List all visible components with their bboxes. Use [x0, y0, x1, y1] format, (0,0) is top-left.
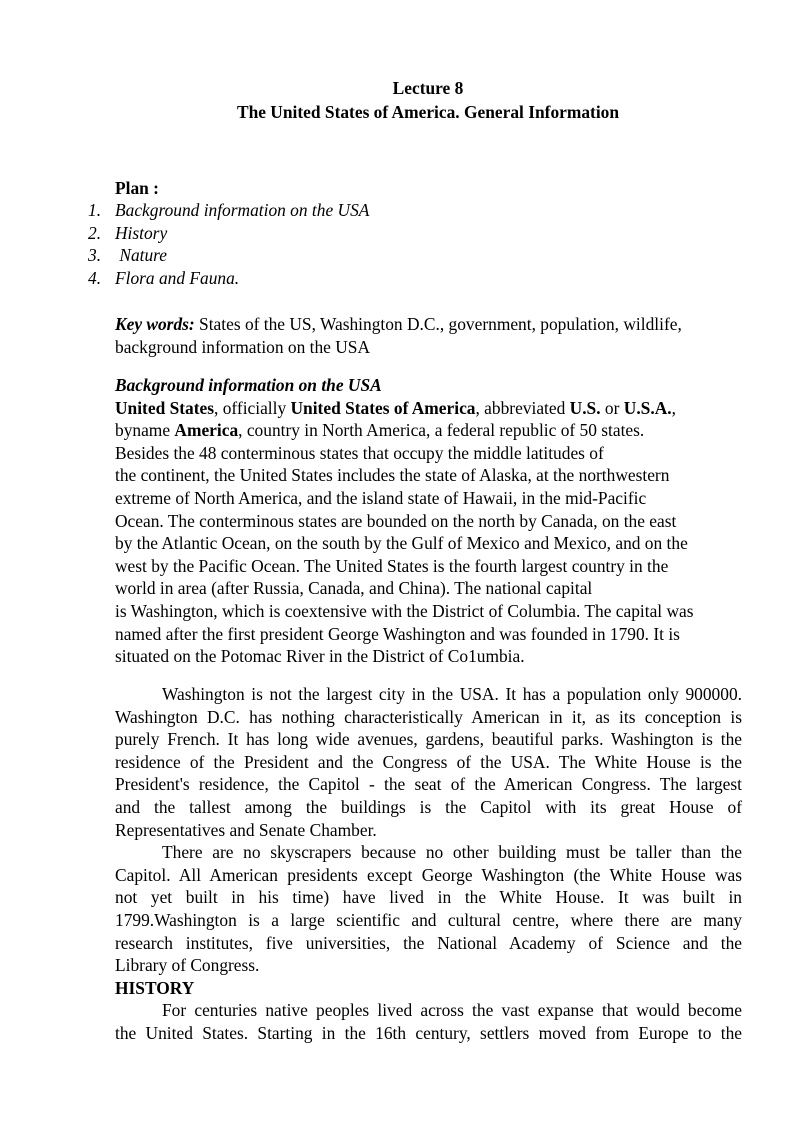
term-usa-official: United States of America	[290, 397, 476, 418]
term-united-states: United States	[115, 397, 215, 418]
paragraph-line: by the Atlantic Ocean, on the south by the Gulf of Mexico and Mexico, and on the	[115, 533, 688, 554]
text-run: byname	[115, 420, 175, 441]
term-us: U.S.	[569, 397, 601, 418]
text-run: , officially	[214, 397, 291, 418]
section-heading-history: HISTORY	[115, 977, 195, 998]
text-run: ,	[671, 397, 676, 418]
text-run: , country in North America, a federal republic of 50 states.	[238, 420, 645, 441]
paragraph-line: the United States. Starting in the 16th century, settlers moved from Europe to the	[115, 1022, 742, 1043]
paragraph-line: Representatives and Senate Chamber.	[115, 819, 377, 840]
section-heading-background: Background information on the USA	[115, 375, 382, 395]
text-run: , abbreviated	[475, 397, 570, 418]
paragraph-line: and the tallest among the buildings is the Capitol with its great House of	[115, 796, 742, 817]
plan-item	[88, 244, 369, 267]
plan-item-text: History	[115, 222, 168, 243]
paragraph-line: Ocean. The conterminous states are bounded on the north by Canada, on the east	[115, 510, 677, 531]
keywords-block	[115, 313, 745, 358]
paragraph-line: research institutes, five universities, the National Academy of Science and the	[115, 932, 742, 953]
paragraph-line	[115, 419, 745, 442]
plan-item-text: Background information on the USA	[115, 200, 370, 220]
keywords-line	[115, 313, 745, 336]
plan-item-number: 2.	[88, 222, 102, 243]
washington-section	[115, 683, 742, 1045]
page-title: The United States of America. General Information	[236, 102, 620, 122]
paragraph-line: Capitol. All American presidents except George Washington (the White House was	[115, 864, 742, 885]
keywords-text: States of the US, Washington D.C., government, population, wildlife,	[194, 314, 682, 334]
text-run: or	[600, 397, 624, 418]
plan-item-text: Nature	[115, 245, 168, 266]
paragraph-line	[115, 397, 745, 420]
term-usa: U.S.A.	[623, 397, 672, 418]
paragraph-line: President's residence, the Capitol - the seat of the American Congress. The largest	[115, 774, 742, 795]
plan-list	[88, 199, 369, 289]
plan-item-number: 3.	[88, 245, 102, 266]
paragraph-line: extreme of North America, and the island state of Hawaii, in the mid-Pacific	[115, 487, 647, 508]
plan-item	[88, 267, 369, 290]
plan-item-number: 1.	[88, 200, 102, 220]
plan-item	[88, 199, 369, 222]
plan-item	[88, 222, 369, 245]
paragraph-line: is Washington, which is coextensive with the District of Columbia. The capital was	[115, 600, 694, 621]
keywords-line: background information on the USA	[115, 336, 371, 357]
plan-heading: Plan :	[115, 178, 159, 198]
paragraph-line: There are no skyscrapers because no other building must be taller than the	[162, 842, 742, 863]
paragraph-line: not yet built in his time) have lived in the White House. It was built in	[115, 887, 742, 908]
paragraph-line: For centuries native peoples lived across the vast expanse that would become	[162, 1000, 742, 1021]
paragraph-line: situated on the Potomac River in the District of Co1umbia.	[115, 646, 525, 667]
paragraph-line: Washington D.C. has nothing characteristically American in it, as its conception is	[115, 706, 742, 727]
paragraph-line: Library of Congress.	[115, 955, 260, 976]
plan-item-number: 4.	[88, 267, 102, 288]
paragraph-line: 1799.Washington is a large scientific and cultural centre, where there are many	[115, 909, 742, 930]
paragraph-line: purely French. It has long wide avenues, gardens, beautiful parks. Washington is the	[115, 729, 742, 750]
paragraph-line: named after the first president George Washington and was founded in 1790. It is	[115, 623, 680, 644]
paragraph-line: world in area (after Russia, Canada, and China). The national capital	[115, 578, 593, 599]
paragraph-line: Washington is not the largest city in the USA. It has a population only 900000.	[162, 684, 742, 704]
keywords-label: Key words:	[115, 314, 195, 334]
paragraph-line: west by the Pacific Ocean. The United States is the fourth largest country in the	[115, 555, 669, 576]
lecture-number: Lecture 8	[392, 78, 464, 98]
paragraph-line: the continent, the United States includes the state of Alaska, at the northwestern	[115, 465, 670, 486]
paragraph-line: residence of the President and the Congress of the USA. The White House is the	[115, 751, 742, 772]
term-america: America	[174, 420, 239, 441]
plan-item-text: Flora and Fauna.	[115, 267, 240, 288]
background-section	[115, 374, 745, 668]
paragraph-line: Besides the 48 conterminous states that occupy the middle latitudes of	[115, 442, 604, 463]
